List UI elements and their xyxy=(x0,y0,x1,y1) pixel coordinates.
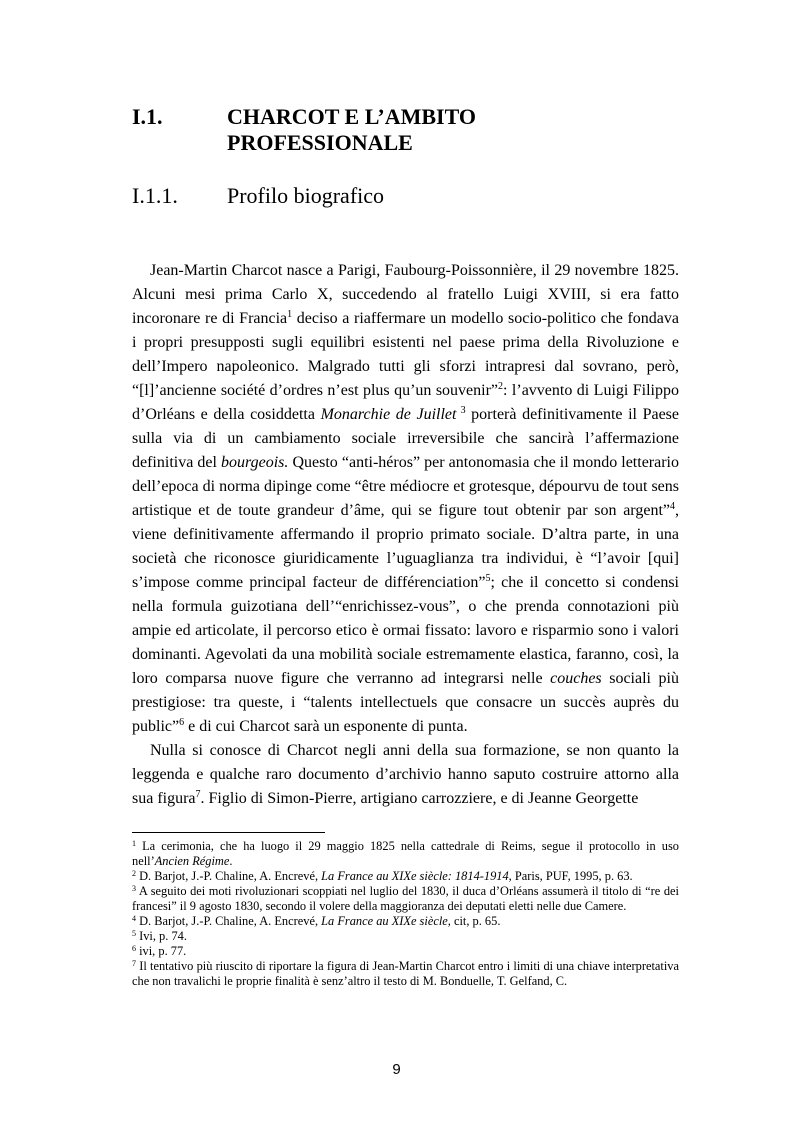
footnotes xyxy=(132,839,679,989)
text-run: sociali più prestigiose: tra queste, i “talents intellectuels que consacre un succès auprès du public” xyxy=(132,670,679,735)
text-run: D. Barjot, J.-P. Chaline, A. Encrevé, xyxy=(136,914,322,928)
footnote-number: 3 xyxy=(132,884,136,893)
paragraph xyxy=(132,259,679,739)
section-title-line: CHARCOT E L’AMBITO xyxy=(227,104,476,129)
footnote-number: 7 xyxy=(132,959,136,968)
footnote xyxy=(132,929,679,944)
italic-run: Monarchie de Juillet xyxy=(320,406,457,423)
footnote-number: 4 xyxy=(132,914,136,923)
subsection-title: Profilo biografico xyxy=(227,183,385,208)
text-run: deciso a riaffermare un modello socio-politico che fondava i propri presupposti sugli equilibri esistenti nel paese prima della Rivoluzione e dell’Impero napoleonico. Malgrado tutti gli sforzi intrapresi dal sovrano, però, “[l]’ancienne société d’ordres n’est plus qu’un souvenir” xyxy=(132,310,679,399)
footnote-ref: 2 xyxy=(498,381,504,392)
italic-run: Ancien Régime xyxy=(154,854,230,868)
footnote xyxy=(132,959,679,989)
footnote-ref: 5 xyxy=(485,573,491,584)
paragraph xyxy=(132,739,679,811)
page-number: 9 xyxy=(392,1061,401,1078)
footnote-ref: 4 xyxy=(670,501,675,512)
text-run: Nulla si conosce di Charcot negli anni della sua formazione, se non quanto la leggenda e qualche raro documento d’archivio hanno saputo costruire attorno alla sua figura xyxy=(132,742,679,807)
text-run: . xyxy=(229,854,233,868)
text-run: Jean-Martin Charcot nasce a Parigi, Faubourg-Poissonnière, il 29 novembre 1825. Alcuni mesi prima Carlo X, succedendo al fratello Luigi XVIII, si era fatto incoronare re di Francia xyxy=(132,262,679,327)
text-run: . Figlio di Simon-Pierre, artigiano carrozziere, e di Jeanne Georgette xyxy=(200,790,639,807)
italic-run: bourgeois. xyxy=(221,454,289,471)
text-run: D. Barjot, J.-P. Chaline, A. Encrevé, xyxy=(136,869,322,883)
text-run: , viene definitivamente affermando il proprio primato sociale. D’altra parte, in una società che riconosce giuridicamente l’uguaglianza tra individui, è “l’avoir [qui] s’impose comme principal facteur de différenciation” xyxy=(132,502,679,591)
text-run: , Paris, PUF, 1995, p. 63. xyxy=(508,869,633,883)
footnote xyxy=(132,884,679,914)
footnote-number: 1 xyxy=(132,839,136,848)
italic-run: La France au XIXe siècle: 1814-1914 xyxy=(321,869,509,883)
text-run: A seguito dei moti rivoluzionari scoppiati nel luglio del 1830, il duca d’Orléans assumerà il titolo di “re dei francesi” il 9 agosto 1830, secondo il volere della maggioranza dei deputati eletti nelle due Camere. xyxy=(132,884,679,913)
footnote xyxy=(132,869,679,884)
footnote xyxy=(132,944,679,959)
section-number: I.1. xyxy=(132,104,163,129)
text-run: cit, p. 65. xyxy=(450,914,501,928)
text-run: e di cui Charcot sarà un esponente di punta. xyxy=(184,718,468,735)
section-title xyxy=(227,104,647,156)
footnote xyxy=(132,914,679,929)
section-title-line: PROFESSIONALE xyxy=(227,130,413,155)
italic-run: La France au XIXe siècle, xyxy=(321,914,451,928)
footnote xyxy=(132,839,679,869)
footnote-number: 5 xyxy=(132,929,136,938)
text-run: ; che il concetto si condensi nella formula guizotiana dell’“enrichissez-vous”, o che prenda connotazioni più ampie ed articolate, il percorso etico è ormai fissato: lavoro e risparmio sono i valori dominanti. Agevolati da una mobilità sociale estremamente elastica, faranno, così, la loro comparsa nuove figure che verranno ad integrarsi nelle xyxy=(132,574,679,687)
footnote-number: 6 xyxy=(132,944,136,953)
footnote-ref: 7 xyxy=(195,789,201,800)
text-run: : l’avvento di Luigi Filippo d’Orléans e della cosiddetta xyxy=(132,382,680,423)
footnote-ref: 6 xyxy=(179,717,185,728)
text-run: Il tentativo più riuscito di riportare la figura di Jean-Martin Charcot entro i limiti di una chiave interpretativa che non travalichi le proprie finalità è senz’altro il testo di M. Bonduelle, T. Gelfand, C. xyxy=(132,959,679,988)
body-text xyxy=(132,259,679,811)
text-run: ivi, p. 77. xyxy=(136,944,187,958)
footnote-number: 2 xyxy=(132,869,136,878)
text-run: Questo “anti-héros” per antonomasia che il mondo letterario dell’epoca di norma dipinge come “être médiocre et grotesque, dépourvu de tout sens artistique et de toute grandeur d’âme, qui se figure tout obtenir par son argent” xyxy=(132,454,680,519)
footnote-ref: 3 xyxy=(456,405,466,416)
italic-run: couches xyxy=(550,670,602,687)
footnote-ref: 1 xyxy=(287,309,293,320)
text-run: Ivi, p. 74. xyxy=(136,929,187,943)
text-run: La cerimonia, che ha luogo il 29 maggio 1825 nella cattedrale di Reims, segue il protocollo in uso nell’ xyxy=(132,839,679,868)
footnote-divider xyxy=(132,832,325,833)
subsection-number: I.1.1. xyxy=(132,183,178,208)
text-run: porterà definitivamente il Paese sulla via di un cambiamento sociale irreversibile che sancirà l’affermazione definitiva del xyxy=(132,406,680,471)
